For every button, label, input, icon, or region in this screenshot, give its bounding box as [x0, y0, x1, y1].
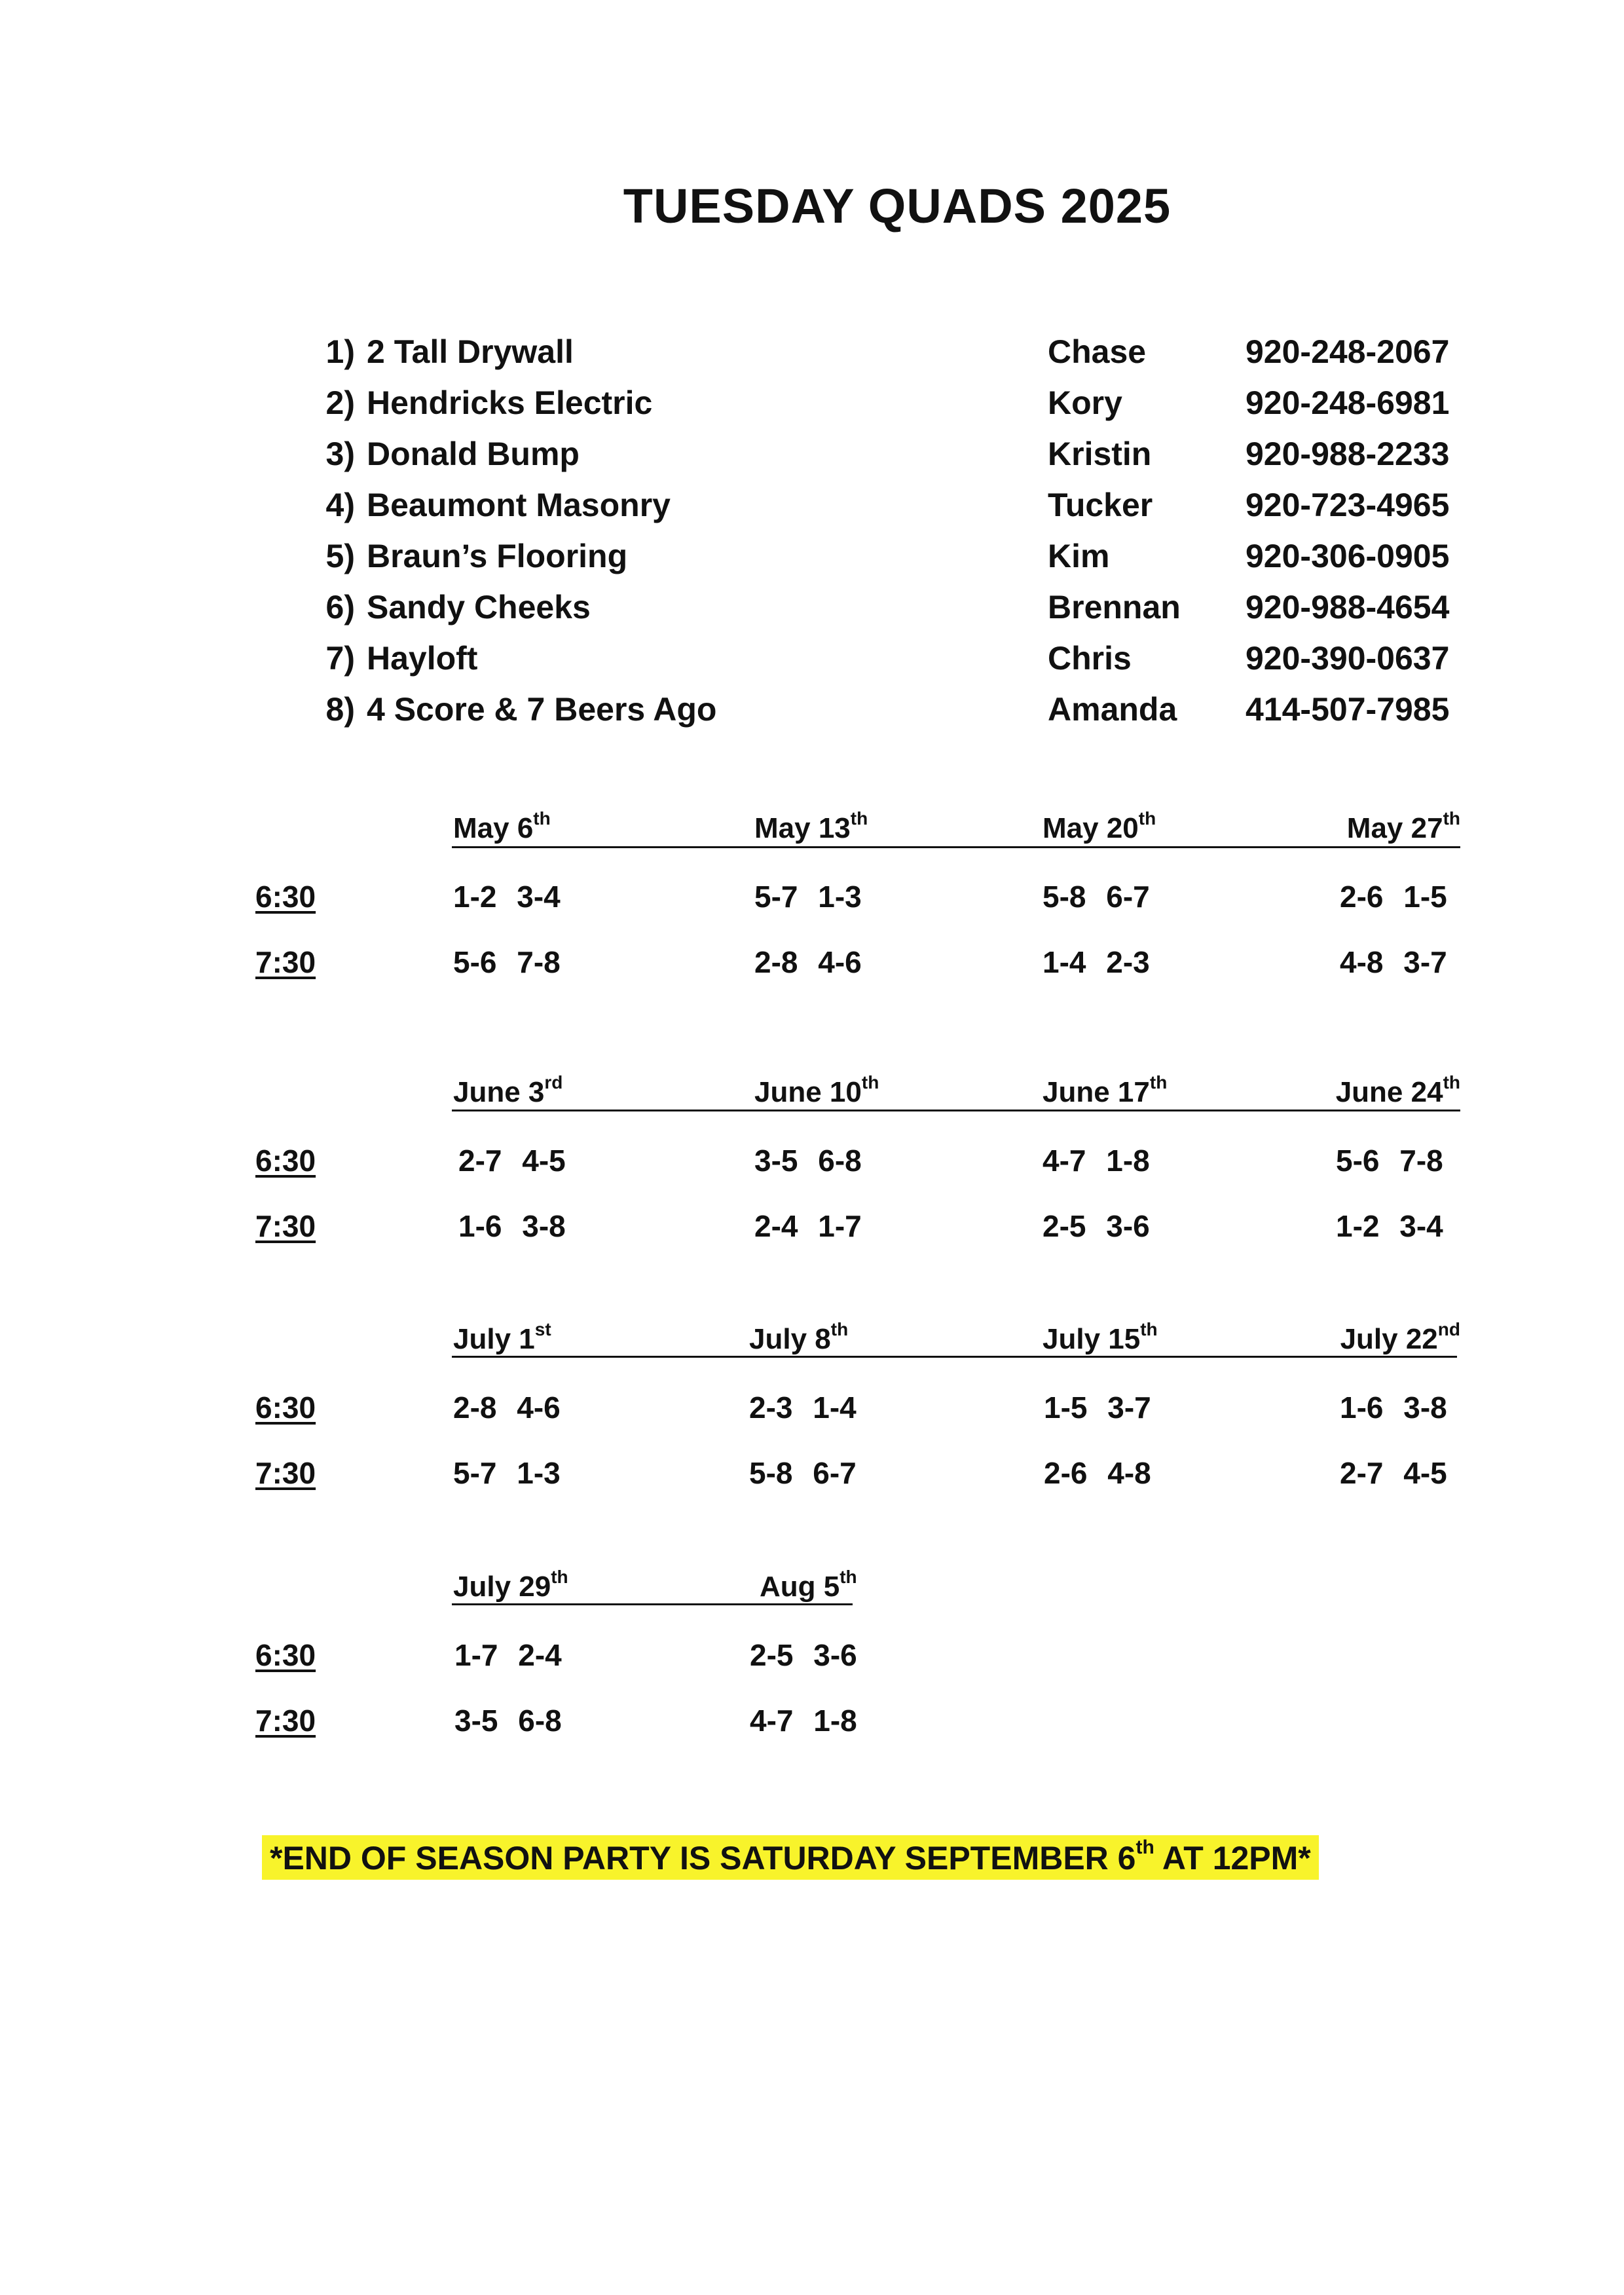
match-pairing: 2-4 1-7 — [754, 1209, 862, 1243]
team-name: Sandy Cheeks — [367, 589, 591, 625]
team-name: Hayloft — [367, 640, 478, 677]
team-contact: Chase — [1048, 333, 1147, 370]
match-pairing: 5-6 7-8 — [453, 945, 561, 979]
date-text: June 24 — [1335, 1076, 1443, 1108]
match-pairing: 4-8 3-7 — [1340, 945, 1447, 979]
team-row — [303, 588, 1481, 639]
team-contact: Tucker — [1048, 487, 1153, 523]
team-row — [303, 333, 1481, 384]
date-text: May 27 — [1346, 812, 1443, 844]
team-row — [303, 384, 1481, 435]
match-pairing: 5-8 6-7 — [1043, 880, 1150, 914]
date-suffix: th — [1138, 808, 1156, 829]
team-phone: 920-988-2233 — [1246, 436, 1450, 472]
date-header — [754, 1072, 879, 1109]
time-label: 7:30 — [255, 945, 316, 979]
team-number: 6) — [325, 589, 355, 625]
time-label: 7:30 — [255, 1704, 316, 1738]
team-number: 2) — [325, 384, 355, 421]
team-contact: Kim — [1048, 538, 1110, 574]
date-text: June 3 — [453, 1076, 545, 1108]
match-pairing: 1-4 2-3 — [1043, 945, 1150, 979]
date-header — [1043, 1319, 1158, 1356]
team-number: 4) — [325, 487, 355, 523]
team-phone: 920-723-4965 — [1246, 487, 1450, 523]
match-pairing: 1-7 2-4 — [454, 1638, 562, 1672]
match-pairing: 1-2 3-4 — [453, 880, 561, 914]
match-pairing: 2-7 4-5 — [1340, 1456, 1447, 1490]
team-contact: Amanda — [1048, 691, 1177, 728]
team-phone: 920-988-4654 — [1246, 589, 1450, 625]
date-suffix: th — [1149, 1072, 1168, 1092]
date-text: Aug 5 — [760, 1571, 840, 1603]
team-name: Donald Bump — [367, 436, 580, 472]
match-pairing: 2-6 1-5 — [1340, 880, 1447, 914]
date-suffix: th — [1443, 1072, 1460, 1092]
date-header — [1043, 1072, 1168, 1109]
date-text: May 6 — [453, 812, 534, 844]
team-phone: 414-507-7985 — [1246, 691, 1450, 728]
match-pairing: 2-8 4-6 — [754, 945, 862, 979]
date-header — [1043, 808, 1156, 845]
date-suffix: th — [840, 1567, 857, 1587]
team-phone: 920-248-6981 — [1246, 384, 1450, 421]
match-pairing: 2-8 4-6 — [453, 1390, 561, 1425]
date-text: July 8 — [749, 1323, 831, 1355]
time-label: 6:30 — [255, 880, 316, 914]
date-suffix: st — [534, 1319, 551, 1339]
date-text: July 15 — [1043, 1323, 1141, 1355]
date-text: July 1 — [453, 1323, 535, 1355]
date-suffix: nd — [1437, 1319, 1460, 1339]
date-rule — [452, 1356, 1457, 1358]
party-notice — [262, 1835, 1319, 1880]
match-pairing: 2-3 1-4 — [749, 1390, 857, 1425]
team-name: Beaumont Masonry — [367, 487, 671, 523]
match-pairing: 3-5 6-8 — [454, 1704, 562, 1738]
match-pairing: 2-6 4-8 — [1044, 1456, 1151, 1490]
date-header — [453, 1072, 563, 1109]
date-text: July 22 — [1340, 1323, 1438, 1355]
date-text: July 29 — [453, 1571, 551, 1603]
team-name: 2 Tall Drywall — [367, 333, 574, 370]
page-title: TUESDAY QUADS 2025 — [623, 179, 1172, 233]
match-pairing: 1-6 3-8 — [458, 1209, 566, 1243]
team-row — [303, 486, 1481, 537]
match-pairing: 2-5 3-6 — [750, 1638, 857, 1672]
date-header — [453, 1319, 551, 1356]
match-pairing: 1-5 3-7 — [1044, 1390, 1151, 1425]
team-name: Braun’s Flooring — [367, 538, 628, 574]
team-row — [303, 435, 1481, 486]
team-contact: Kristin — [1048, 436, 1152, 472]
date-header — [754, 808, 868, 845]
date-suffix: th — [850, 808, 868, 829]
team-name: Hendricks Electric — [367, 384, 653, 421]
date-header — [1346, 808, 1460, 845]
match-pairing: 4-7 1-8 — [750, 1704, 857, 1738]
time-label: 6:30 — [255, 1638, 316, 1672]
team-phone: 920-248-2067 — [1246, 333, 1450, 370]
date-header — [760, 1567, 857, 1603]
team-number: 5) — [325, 538, 355, 574]
team-contact: Brennan — [1048, 589, 1181, 625]
team-contact: Kory — [1048, 384, 1122, 421]
date-suffix: th — [551, 1567, 568, 1587]
date-text: May 13 — [754, 812, 851, 844]
date-text: June 10 — [754, 1076, 862, 1108]
date-header — [749, 1319, 849, 1356]
date-suffix: th — [1140, 1319, 1158, 1339]
team-row — [303, 690, 1481, 741]
date-suffix: th — [1443, 808, 1460, 829]
team-contact: Chris — [1048, 640, 1132, 677]
match-pairing: 1-2 3-4 — [1336, 1209, 1443, 1243]
date-header — [453, 808, 551, 845]
date-suffix: th — [533, 808, 551, 829]
time-label: 7:30 — [255, 1456, 316, 1490]
time-label: 6:30 — [255, 1390, 316, 1425]
date-suffix: th — [861, 1072, 879, 1092]
match-pairing: 2-7 4-5 — [458, 1144, 566, 1178]
date-suffix: rd — [544, 1072, 563, 1092]
team-name: 4 Score & 7 Beers Ago — [367, 691, 717, 728]
team-number: 7) — [325, 640, 355, 677]
team-number: 8) — [325, 691, 355, 728]
match-pairing: 2-5 3-6 — [1043, 1209, 1150, 1243]
time-label: 7:30 — [255, 1209, 316, 1243]
date-header — [453, 1567, 568, 1603]
team-number: 3) — [325, 436, 355, 472]
team-phone: 920-306-0905 — [1246, 538, 1450, 574]
time-label: 6:30 — [255, 1144, 316, 1178]
party-text-before: *END OF SEASON PARTY IS SATURDAY SEPTEMBER 6 — [270, 1840, 1136, 1876]
date-text: June 17 — [1043, 1076, 1150, 1108]
team-row — [303, 639, 1481, 690]
match-pairing: 4-7 1-8 — [1043, 1144, 1150, 1178]
date-rule — [452, 846, 1460, 848]
team-phone: 920-390-0637 — [1246, 640, 1450, 677]
team-number: 1) — [325, 333, 355, 370]
date-rule — [452, 1110, 1460, 1111]
party-suffix: th — [1135, 1837, 1154, 1858]
match-pairing: 3-5 6-8 — [754, 1144, 862, 1178]
team-row — [303, 537, 1481, 588]
match-pairing: 5-7 1-3 — [754, 880, 862, 914]
match-pairing: 1-6 3-8 — [1340, 1390, 1447, 1425]
party-text-after: AT 12PM* — [1154, 1840, 1311, 1876]
date-header — [1335, 1072, 1460, 1109]
date-header — [1340, 1319, 1460, 1356]
match-pairing: 5-7 1-3 — [453, 1456, 561, 1490]
date-rule — [452, 1603, 853, 1605]
date-text: May 20 — [1043, 812, 1139, 844]
match-pairing: 5-8 6-7 — [749, 1456, 857, 1490]
date-suffix: th — [830, 1319, 849, 1339]
match-pairing: 5-6 7-8 — [1336, 1144, 1443, 1178]
